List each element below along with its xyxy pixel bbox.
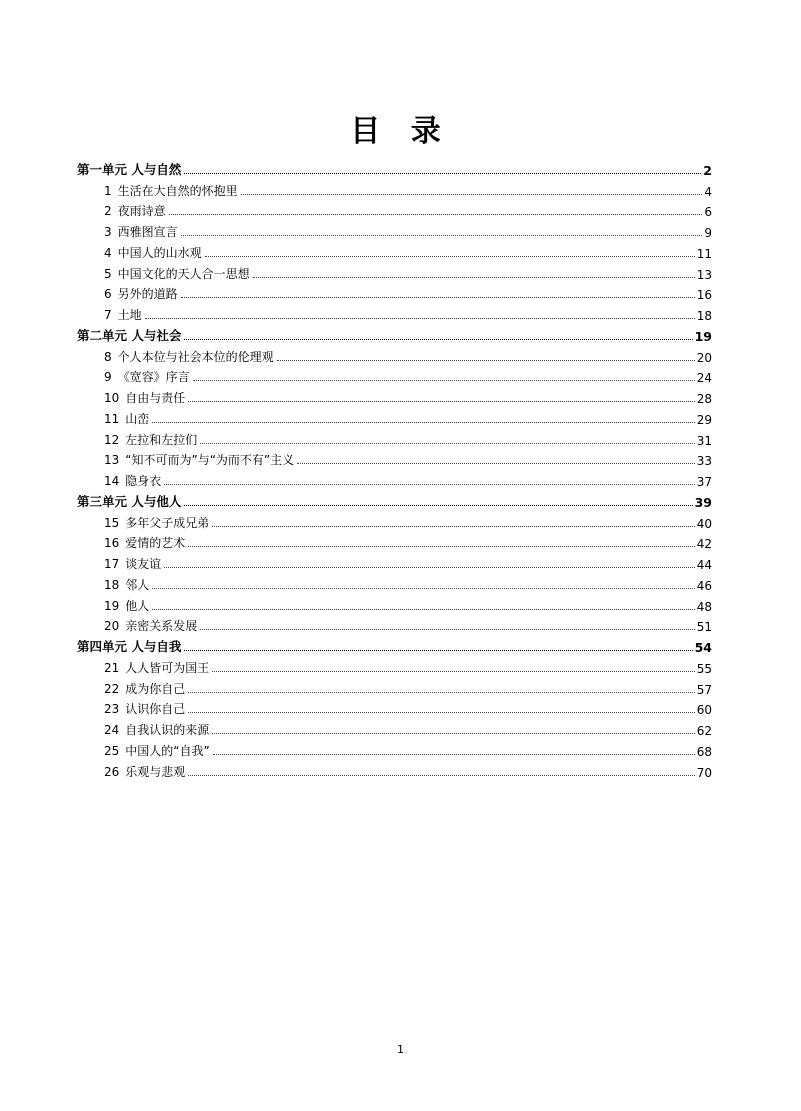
toc-page-number: 19 bbox=[694, 328, 712, 344]
toc-entry[interactable] bbox=[77, 759, 712, 780]
toc-entry-title: 人人皆可为国王 bbox=[125, 660, 210, 675]
toc-entry-number: 26 bbox=[104, 764, 120, 779]
toc-page-number: 51 bbox=[696, 620, 712, 635]
toc-entry[interactable] bbox=[77, 365, 712, 386]
toc-entry-number: 5 bbox=[104, 266, 112, 281]
toc-entry-number: 2 bbox=[104, 204, 112, 219]
page-title: 目 录 bbox=[350, 114, 451, 149]
toc-page-number: 39 bbox=[694, 494, 712, 510]
toc-page-number: 29 bbox=[696, 412, 712, 427]
toc-entry[interactable] bbox=[77, 344, 712, 365]
toc-page-number: 18 bbox=[696, 309, 712, 323]
toc-entry[interactable] bbox=[77, 614, 712, 635]
toc-page-number: 70 bbox=[696, 765, 712, 780]
toc-page-number: 60 bbox=[696, 703, 712, 718]
dot-leader bbox=[193, 379, 695, 381]
toc-page-number: 13 bbox=[696, 267, 712, 282]
toc-entry[interactable] bbox=[77, 219, 712, 240]
toc-page-number: 4 bbox=[704, 184, 712, 199]
toc-entry-title: 生活在大自然的怀抱里 bbox=[117, 183, 238, 198]
dot-leader bbox=[277, 359, 695, 361]
toc-page-number: 42 bbox=[696, 537, 712, 552]
table-of-contents bbox=[77, 157, 712, 780]
toc-page-number: 31 bbox=[696, 433, 712, 448]
dot-leader bbox=[145, 317, 695, 319]
toc-entry-number: 11 bbox=[104, 411, 120, 426]
dot-leader bbox=[253, 276, 695, 278]
dot-leader bbox=[152, 608, 694, 610]
toc-unit-heading[interactable] bbox=[77, 157, 712, 178]
dot-leader bbox=[181, 234, 703, 236]
toc-entry[interactable] bbox=[77, 178, 712, 199]
toc-entry[interactable] bbox=[77, 655, 712, 676]
toc-entry[interactable] bbox=[77, 427, 712, 448]
toc-page-number: 2 bbox=[703, 162, 712, 178]
dot-leader bbox=[188, 400, 694, 402]
toc-entry[interactable] bbox=[77, 676, 712, 697]
dot-leader bbox=[184, 649, 692, 651]
dot-leader bbox=[164, 566, 694, 568]
toc-entry-title: 西雅图宣言 bbox=[117, 225, 178, 239]
dot-leader bbox=[181, 296, 695, 298]
toc-entry[interactable] bbox=[77, 261, 712, 282]
toc-entry-number: 15 bbox=[104, 515, 120, 530]
toc-entry-number: 13 bbox=[104, 453, 120, 468]
toc-unit-heading[interactable] bbox=[77, 323, 712, 344]
toc-page-number: 37 bbox=[696, 475, 712, 489]
toc-entry-number: 6 bbox=[104, 287, 112, 302]
toc-entry-title: 中国文化的天人合一思想 bbox=[117, 266, 250, 281]
toc-entry-title: 第四单元 人与自我 bbox=[77, 639, 182, 654]
toc-entry-title: 成为你自己 bbox=[125, 681, 186, 696]
toc-entry[interactable] bbox=[77, 406, 712, 427]
toc-entry-title: 另外的道路 bbox=[117, 287, 178, 302]
toc-page-number: 54 bbox=[694, 640, 712, 655]
toc-entry-title: 第三单元 人与他人 bbox=[77, 493, 182, 509]
dot-leader bbox=[200, 628, 694, 630]
toc-entry[interactable] bbox=[77, 302, 712, 323]
dot-leader bbox=[169, 213, 703, 215]
toc-entry-title: 左拉和左拉们 bbox=[125, 432, 198, 447]
toc-entry-number: 1 bbox=[104, 183, 112, 198]
toc-entry[interactable] bbox=[77, 738, 712, 759]
toc-entry[interactable] bbox=[77, 448, 712, 469]
toc-entry-title: 隐身衣 bbox=[125, 474, 162, 488]
toc-entry[interactable] bbox=[77, 510, 712, 531]
toc-entry[interactable] bbox=[77, 697, 712, 718]
toc-entry-title: 认识你自己 bbox=[125, 702, 186, 717]
toc-entry[interactable] bbox=[77, 240, 712, 261]
toc-entry-title: 第一单元 人与自然 bbox=[77, 161, 182, 177]
dot-leader bbox=[152, 587, 694, 589]
toc-entry-number: 21 bbox=[104, 660, 120, 675]
toc-page-number: 48 bbox=[696, 599, 712, 614]
dot-leader bbox=[297, 462, 695, 464]
toc-unit-heading[interactable] bbox=[77, 489, 712, 510]
toc-entry[interactable] bbox=[77, 385, 712, 406]
toc-entry-number: 25 bbox=[104, 743, 120, 758]
toc-entry-title: 他人 bbox=[125, 598, 150, 613]
toc-entry-title: 土地 bbox=[117, 308, 142, 322]
toc-entry-title: 中国人的山水观 bbox=[117, 245, 202, 260]
toc-entry-title: 中国人的“自我” bbox=[125, 743, 210, 758]
dot-leader bbox=[212, 670, 694, 672]
dot-leader bbox=[188, 691, 694, 693]
toc-entry-number: 16 bbox=[104, 536, 120, 551]
toc-page-number: 55 bbox=[696, 661, 712, 676]
dot-leader bbox=[184, 172, 701, 174]
dot-leader bbox=[200, 442, 694, 444]
toc-page-number: 62 bbox=[696, 724, 712, 738]
toc-entry-number: 12 bbox=[104, 432, 120, 447]
dot-leader bbox=[164, 483, 694, 485]
toc-page-number: 20 bbox=[696, 350, 712, 365]
toc-page-number: 44 bbox=[696, 558, 712, 572]
toc-entry-title: 多年父子成兄弟 bbox=[125, 515, 210, 530]
toc-page-number: 28 bbox=[696, 392, 712, 406]
toc-entry[interactable] bbox=[77, 572, 712, 593]
toc-entry-number: 14 bbox=[104, 474, 120, 488]
dot-leader bbox=[152, 421, 694, 423]
toc-entry[interactable] bbox=[77, 717, 712, 738]
toc-entry-title: 山峦 bbox=[125, 411, 150, 426]
toc-entry-title: 夜雨诗意 bbox=[117, 204, 166, 219]
toc-entry-title: 《宽容》序言 bbox=[117, 370, 190, 385]
dot-leader bbox=[188, 774, 694, 776]
dot-leader bbox=[212, 732, 694, 734]
toc-page-number: 6 bbox=[704, 205, 712, 220]
toc-entry-title: 个人本位与社会本位的伦理观 bbox=[117, 349, 274, 364]
toc-entry-number: 18 bbox=[104, 577, 120, 592]
toc-entry-number: 7 bbox=[104, 308, 112, 322]
toc-entry-number: 9 bbox=[104, 370, 112, 385]
toc-entry-title: 谈友谊 bbox=[125, 557, 162, 571]
toc-entry-title: 自我认识的来源 bbox=[125, 723, 210, 737]
toc-unit-heading[interactable] bbox=[77, 634, 712, 655]
toc-entry-title: 乐观与悲观 bbox=[125, 764, 186, 779]
toc-page-number: 33 bbox=[696, 454, 712, 469]
toc-entry-number: 20 bbox=[104, 619, 120, 634]
toc-entry-title: 亲密关系发展 bbox=[125, 619, 198, 634]
toc-page-number: 9 bbox=[704, 226, 712, 240]
toc-entry-number: 22 bbox=[104, 681, 120, 696]
toc-entry[interactable] bbox=[77, 199, 712, 220]
toc-page-number: 57 bbox=[696, 682, 712, 697]
toc-page-number: 68 bbox=[696, 744, 712, 759]
toc-entry[interactable] bbox=[77, 593, 712, 614]
dot-leader bbox=[188, 545, 694, 547]
dot-leader bbox=[184, 338, 692, 340]
dot-leader bbox=[205, 255, 695, 257]
dot-leader bbox=[184, 504, 692, 506]
toc-entry-number: 3 bbox=[104, 225, 112, 239]
toc-page-number: 11 bbox=[696, 246, 712, 261]
page-number: 1 bbox=[397, 1043, 404, 1056]
toc-entry-title: 邻人 bbox=[125, 577, 150, 592]
toc-entry-number: 19 bbox=[104, 598, 120, 613]
toc-entry-number: 8 bbox=[104, 349, 112, 364]
toc-entry-number: 24 bbox=[104, 723, 120, 737]
toc-page-number: 40 bbox=[696, 516, 712, 531]
toc-entry[interactable] bbox=[77, 468, 712, 489]
toc-entry[interactable] bbox=[77, 531, 712, 552]
toc-entry[interactable] bbox=[77, 551, 712, 572]
toc-entry-number: 10 bbox=[104, 391, 120, 405]
toc-entry-title: 爱情的艺术 bbox=[125, 536, 186, 551]
toc-entry-number: 23 bbox=[104, 702, 120, 717]
toc-entry-number: 17 bbox=[104, 557, 120, 571]
dot-leader bbox=[241, 193, 703, 195]
toc-page-number: 16 bbox=[696, 288, 712, 303]
toc-page-number: 24 bbox=[696, 371, 712, 386]
toc-entry-title: 自由与责任 bbox=[125, 391, 186, 405]
toc-entry-number: 4 bbox=[104, 245, 112, 260]
dot-leader bbox=[213, 753, 695, 755]
toc-page-number: 46 bbox=[696, 578, 712, 593]
dot-leader bbox=[212, 525, 694, 527]
dot-leader bbox=[188, 711, 694, 713]
toc-entry-title: “知不可而为”与“为而不有”主义 bbox=[125, 453, 295, 468]
toc-entry-title: 第二单元 人与社会 bbox=[77, 327, 182, 343]
toc-entry[interactable] bbox=[77, 282, 712, 303]
